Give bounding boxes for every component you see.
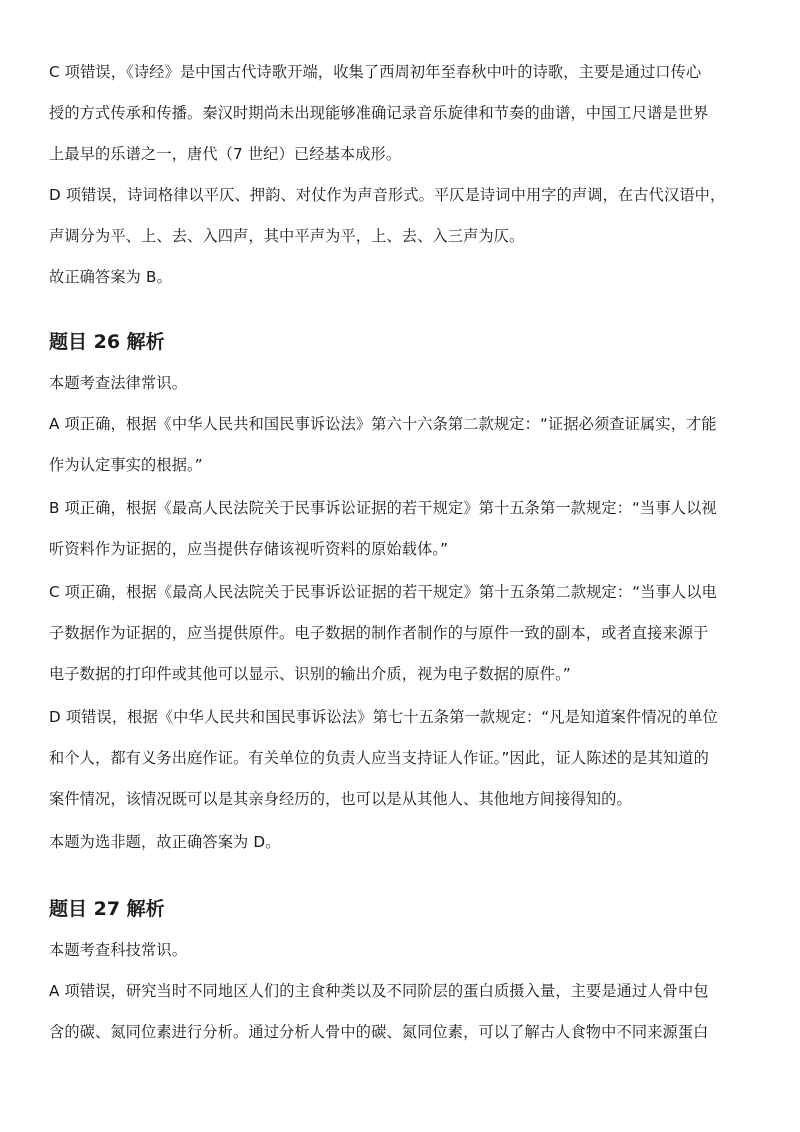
paragraph-line: A 项错误，研究当时不同地区人们的主食种类以及不同阶层的蛋白质摄入量，主要是通过人骨中包 bbox=[49, 982, 709, 1000]
paragraph-line: 含的碳、氮同位素进行分析。通过分析人骨中的碳、氮同位素，可以了解古人食物中不同来源蛋白 bbox=[49, 1023, 709, 1041]
section-heading-27: 题目 27 解析 bbox=[49, 898, 165, 920]
paragraph-line: D 项错误，根据《中华人民共和国民事诉讼法》第七十五条第一款规定：“凡是知道案件情况的单位 bbox=[49, 708, 719, 726]
paragraph-line: 电子数据的打印件或其他可以显示、识别的输出介质，视为电子数据的原件。” bbox=[49, 665, 571, 683]
paragraph-line: 本题考查法律常识。 bbox=[49, 374, 188, 392]
paragraph-line: 和个人，都有义务出庭作证。有关单位的负责人应当支持证人作证。”因此，证人陈述的是其知道的 bbox=[49, 749, 709, 767]
paragraph-line: 上最早的乐谱之一，唐代（7 世纪）已经基本成形。 bbox=[49, 145, 402, 163]
paragraph-line: C 项正确，根据《最高人民法院关于民事诉讼证据的若干规定》第十五条第二款规定：“当事人以电 bbox=[49, 583, 717, 601]
paragraph-line: B 项正确，根据《最高人民法院关于民事诉讼证据的若干规定》第十五条第一款规定：“当事人以视 bbox=[49, 499, 717, 517]
paragraph-line: 听资料作为证据的，应当提供存储该视听资料的原始载体。” bbox=[49, 540, 449, 558]
paragraph-line: 声调分为平、上、去、入四声，其中平声为平，上、去、入三声为仄。 bbox=[49, 227, 525, 245]
paragraph-line: A 项正确，根据《中华人民共和国民事诉讼法》第六十六条第二款规定：“证据必须查证属实，才能 bbox=[49, 415, 717, 433]
answer-line: 故正确答案为 B。 bbox=[49, 268, 172, 286]
paragraph-line: D 项错误，诗词格律以平仄、押韵、对仗作为声音形式。平仄是诗词中用字的声调，在古代汉语中， bbox=[49, 186, 726, 204]
paragraph-line: 本题考查科技常识。 bbox=[49, 941, 188, 959]
answer-line: 本题为选非题，故正确答案为 D。 bbox=[49, 833, 281, 851]
paragraph-line: 作为认定事实的根据。” bbox=[49, 456, 203, 474]
paragraph-line: C 项错误，《诗经》是中国古代诗歌开端，收集了西周初年至春秋中叶的诗歌，主要是通过口传心 bbox=[49, 63, 702, 81]
paragraph-line: 子数据作为证据的，应当提供原件。电子数据的制作者制作的与原件一致的副本，或者直接来源于 bbox=[49, 624, 709, 642]
paragraph-line: 案件情况，该情况既可以是其亲身经历的，也可以是从其他人、其他地方间接得知的。 bbox=[49, 790, 632, 808]
section-heading-26: 题目 26 解析 bbox=[49, 331, 165, 353]
paragraph-line: 授的方式传承和传播。秦汉时期尚未出现能够准确记录音乐旋律和节奏的曲谱，中国工尺谱是世界 bbox=[49, 104, 709, 122]
